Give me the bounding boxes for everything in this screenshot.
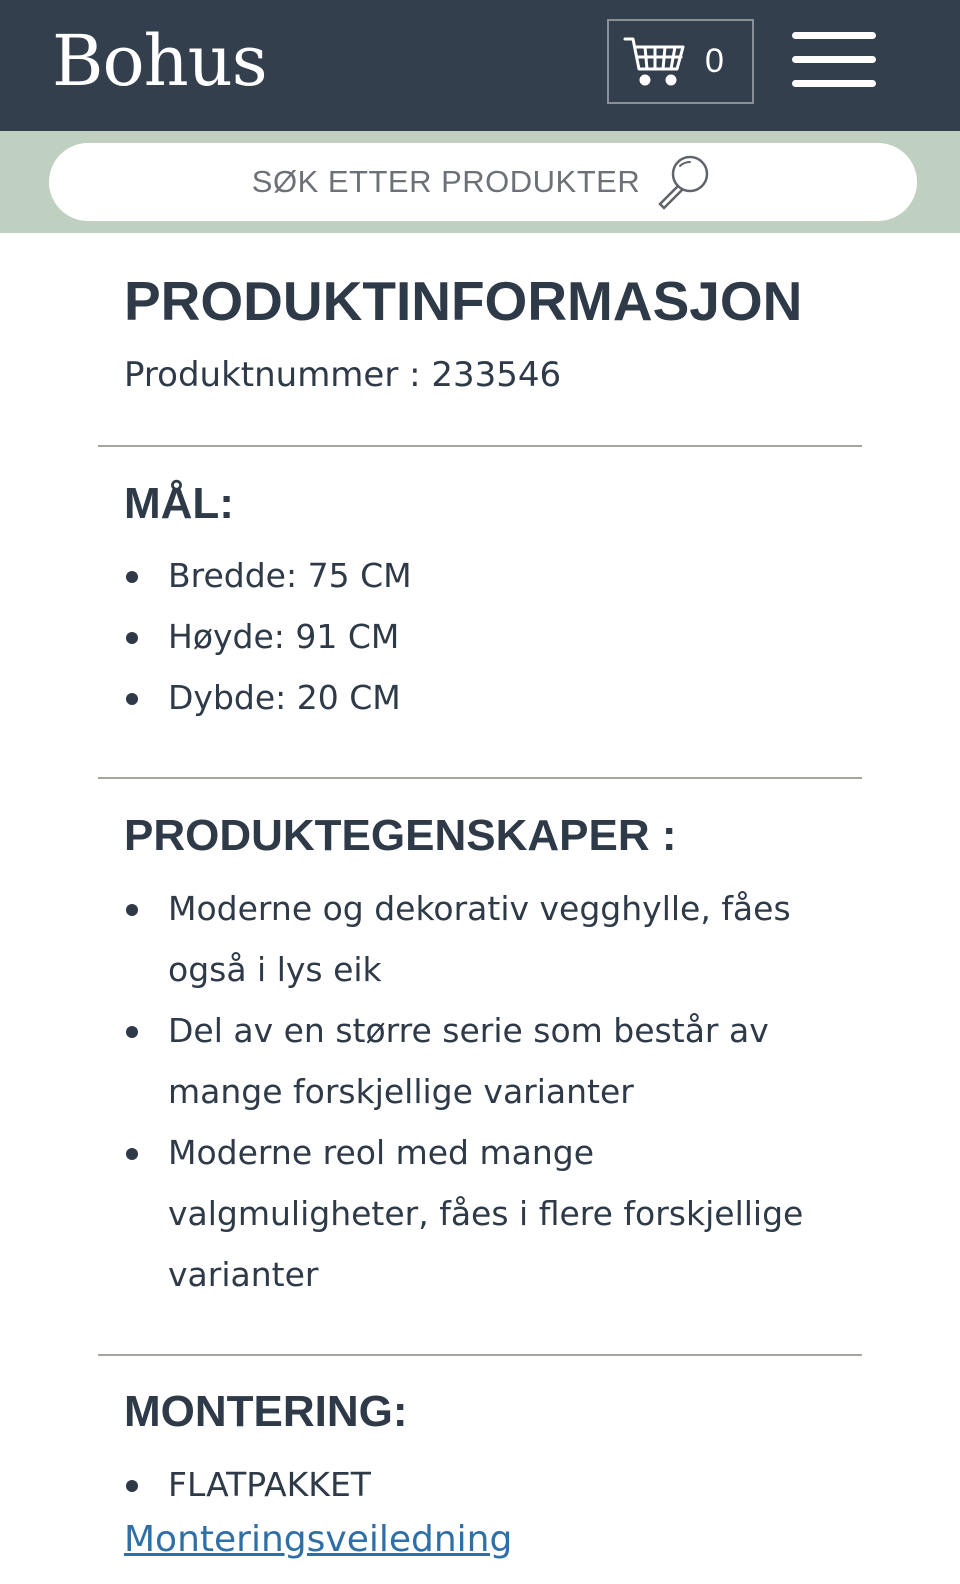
- menu-bar: [792, 80, 876, 87]
- cart-icon: [623, 35, 687, 89]
- assembly-title: MONTERING:: [124, 1387, 408, 1436]
- search-bar-area: [0, 131, 960, 233]
- search-input[interactable]: [49, 143, 917, 221]
- list-item: Bredde: 75 CM: [124, 545, 824, 606]
- bohus-logo[interactable]: Bohus: [52, 20, 267, 102]
- list-item: FLATPAKKET: [124, 1454, 824, 1515]
- divider: [98, 445, 862, 447]
- cart-count: 0: [705, 42, 724, 80]
- list-item: Moderne reol med mange valgmuligheter, fåes i flere forskjellige varianter: [124, 1122, 804, 1305]
- properties-list: [124, 878, 804, 1305]
- menu-bar: [792, 32, 876, 39]
- list-item: Høyde: 91 CM: [124, 606, 824, 667]
- list-item: Del av en større serie som består av mange forskjellige varianter: [124, 1000, 804, 1122]
- dimensions-list: [124, 545, 824, 728]
- site-header: [0, 0, 960, 131]
- list-item: Moderne og dekorativ vegghylle, fåes også i lys eik: [124, 878, 804, 1000]
- hamburger-menu-icon[interactable]: [792, 30, 876, 92]
- page-title: PRODUKTINFORMASJON: [124, 270, 803, 332]
- divider: [98, 1354, 862, 1356]
- dimensions-title: MÅL:: [124, 479, 234, 528]
- menu-bar: [792, 56, 876, 63]
- assembly-guide-link[interactable]: Monteringsveiledning: [124, 1519, 513, 1560]
- search-icon: [654, 152, 714, 212]
- product-number: Produktnummer : 233546: [124, 355, 562, 395]
- assembly-list: [124, 1454, 824, 1515]
- list-item: Dybde: 20 CM: [124, 667, 824, 728]
- cart-button[interactable]: [607, 19, 754, 104]
- properties-title: PRODUKTEGENSKAPER :: [124, 811, 677, 860]
- search-placeholder: SØK ETTER PRODUKTER: [251, 164, 641, 199]
- divider: [98, 777, 862, 779]
